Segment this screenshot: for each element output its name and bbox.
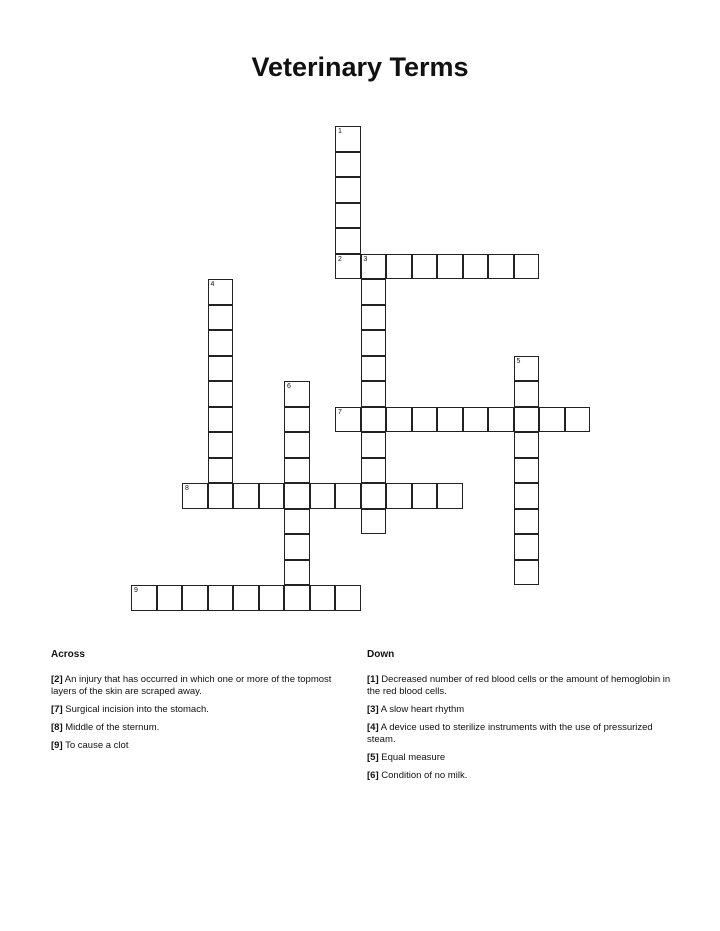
crossword-cell[interactable] bbox=[284, 585, 310, 611]
across-clue bbox=[51, 704, 351, 716]
crossword-cell[interactable] bbox=[208, 356, 234, 382]
crossword-cell[interactable] bbox=[514, 458, 540, 484]
crossword-cell[interactable] bbox=[488, 407, 514, 433]
crossword-cell[interactable] bbox=[361, 330, 387, 356]
crossword-cell[interactable] bbox=[182, 483, 208, 509]
crossword-cell[interactable] bbox=[539, 407, 565, 433]
crossword-cell[interactable] bbox=[208, 432, 234, 458]
crossword-cell[interactable] bbox=[514, 407, 540, 433]
crossword-cell[interactable] bbox=[361, 305, 387, 331]
crossword-cell[interactable] bbox=[412, 254, 438, 280]
clue-number: 9 bbox=[134, 587, 138, 594]
clue-text: Middle of the sternum. bbox=[65, 722, 160, 733]
crossword-cell[interactable] bbox=[335, 152, 361, 178]
crossword-cell[interactable] bbox=[208, 483, 234, 509]
crossword-cell[interactable] bbox=[233, 483, 259, 509]
crossword-cell[interactable] bbox=[259, 483, 285, 509]
clue-ref: [6] bbox=[367, 770, 379, 781]
clue-text: Decreased number of red blood cells or the amount of hemoglobin in the red blood cells. bbox=[367, 674, 671, 697]
clue-ref: [8] bbox=[51, 722, 63, 733]
down-clue bbox=[367, 674, 672, 698]
crossword-cell[interactable] bbox=[463, 254, 489, 280]
clue-text: Condition of no milk. bbox=[381, 770, 468, 781]
crossword-cell[interactable] bbox=[514, 356, 540, 382]
crossword-cell[interactable] bbox=[437, 407, 463, 433]
crossword-cell[interactable] bbox=[361, 458, 387, 484]
clue-number: 4 bbox=[210, 281, 215, 288]
crossword-cell[interactable] bbox=[361, 509, 387, 535]
crossword-cell[interactable] bbox=[335, 483, 361, 509]
crossword-cell[interactable] bbox=[386, 407, 412, 433]
crossword-cell[interactable] bbox=[514, 483, 540, 509]
crossword-cell[interactable] bbox=[361, 381, 387, 407]
clue-text: Equal measure bbox=[381, 752, 446, 763]
crossword-cell[interactable] bbox=[208, 381, 234, 407]
crossword-cell[interactable] bbox=[386, 254, 412, 280]
clue-number: 1 bbox=[338, 128, 342, 135]
crossword-cell[interactable] bbox=[361, 432, 387, 458]
crossword-cell[interactable] bbox=[514, 432, 540, 458]
crossword-cell[interactable] bbox=[284, 432, 310, 458]
crossword-cell[interactable] bbox=[310, 483, 336, 509]
crossword-cell[interactable] bbox=[361, 483, 387, 509]
crossword-cell[interactable] bbox=[514, 560, 540, 586]
down-heading: Down bbox=[367, 649, 395, 660]
clue-number: 2 bbox=[338, 255, 342, 263]
crossword-cell[interactable] bbox=[514, 509, 540, 535]
crossword-cell[interactable] bbox=[208, 305, 234, 331]
clue-ref: [2] bbox=[51, 674, 63, 685]
clue-ref: [9] bbox=[51, 740, 63, 751]
crossword-cell[interactable] bbox=[335, 254, 361, 280]
crossword-cell[interactable] bbox=[412, 407, 438, 433]
across-clue bbox=[51, 740, 351, 752]
clue-ref: [1] bbox=[367, 674, 379, 685]
down-clue-list bbox=[367, 674, 672, 788]
page-title: Veterinary Terms bbox=[251, 52, 469, 82]
crossword-cell[interactable] bbox=[284, 534, 310, 560]
crossword-cell[interactable] bbox=[437, 254, 463, 280]
clue-text: A slow heart rhythm bbox=[380, 704, 465, 715]
crossword-cell[interactable] bbox=[514, 534, 540, 560]
clue-number: 5 bbox=[516, 357, 521, 365]
across-heading: Across bbox=[51, 649, 85, 660]
clue-text: Surgical incision into the stomach. bbox=[65, 704, 209, 715]
clue-text: A device used to sterilize instruments with the use of pressurized steam. bbox=[367, 722, 653, 745]
crossword-cell[interactable] bbox=[361, 279, 387, 305]
crossword-cell[interactable] bbox=[437, 483, 463, 509]
crossword-cell[interactable] bbox=[335, 177, 361, 203]
crossword-cell[interactable] bbox=[514, 254, 540, 280]
crossword-cell[interactable] bbox=[284, 483, 310, 509]
crossword-cell[interactable] bbox=[335, 228, 361, 254]
crossword-cell[interactable] bbox=[386, 483, 412, 509]
clue-ref: [5] bbox=[367, 752, 379, 763]
across-clue-list bbox=[51, 674, 351, 758]
crossword-cell[interactable] bbox=[208, 330, 234, 356]
crossword-cell[interactable] bbox=[284, 560, 310, 586]
crossword-cell[interactable] bbox=[208, 407, 234, 433]
down-clue bbox=[367, 704, 672, 716]
crossword-cell[interactable] bbox=[412, 483, 438, 509]
crossword-cell[interactable] bbox=[157, 585, 183, 611]
crossword-cell[interactable] bbox=[335, 126, 361, 152]
crossword-cell[interactable] bbox=[335, 585, 361, 611]
crossword-cell[interactable] bbox=[335, 407, 361, 433]
crossword-cell[interactable] bbox=[284, 407, 310, 433]
clue-ref: [7] bbox=[51, 704, 63, 715]
crossword-cell[interactable] bbox=[284, 458, 310, 484]
across-clue bbox=[51, 674, 351, 698]
clue-ref: [4] bbox=[367, 722, 379, 733]
crossword-cell[interactable] bbox=[208, 458, 234, 484]
crossword-cell[interactable] bbox=[514, 381, 540, 407]
crossword-cell[interactable] bbox=[310, 585, 336, 611]
clue-number: 3 bbox=[363, 255, 368, 263]
clue-number: 6 bbox=[287, 383, 291, 390]
crossword-cell[interactable] bbox=[259, 585, 285, 611]
down-clue bbox=[367, 722, 672, 746]
clue-number: 7 bbox=[338, 408, 342, 416]
crossword-cell[interactable] bbox=[335, 203, 361, 229]
crossword-cell[interactable] bbox=[463, 407, 489, 433]
crossword-cell[interactable] bbox=[361, 254, 387, 280]
crossword-cell[interactable] bbox=[284, 381, 310, 407]
crossword-cell[interactable] bbox=[361, 356, 387, 382]
crossword-cell[interactable] bbox=[284, 509, 310, 535]
down-clue bbox=[367, 752, 672, 764]
clue-text: To cause a clot bbox=[65, 740, 129, 751]
crossword-cell[interactable] bbox=[208, 279, 234, 305]
crossword-cell[interactable] bbox=[131, 585, 157, 611]
down-clue bbox=[367, 770, 672, 782]
crossword-cell[interactable] bbox=[565, 407, 591, 433]
crossword-cell[interactable] bbox=[208, 585, 234, 611]
crossword-cell[interactable] bbox=[182, 585, 208, 611]
crossword-cell[interactable] bbox=[233, 585, 259, 611]
clue-ref: [3] bbox=[367, 704, 379, 715]
clue-text: An injury that has occurred in which one or more of the topmost layers of the skin are scraped away. bbox=[51, 674, 332, 697]
crossword-cell[interactable] bbox=[488, 254, 514, 280]
across-clue bbox=[51, 722, 351, 734]
clue-number: 8 bbox=[185, 485, 189, 492]
crossword-cell[interactable] bbox=[361, 407, 387, 433]
